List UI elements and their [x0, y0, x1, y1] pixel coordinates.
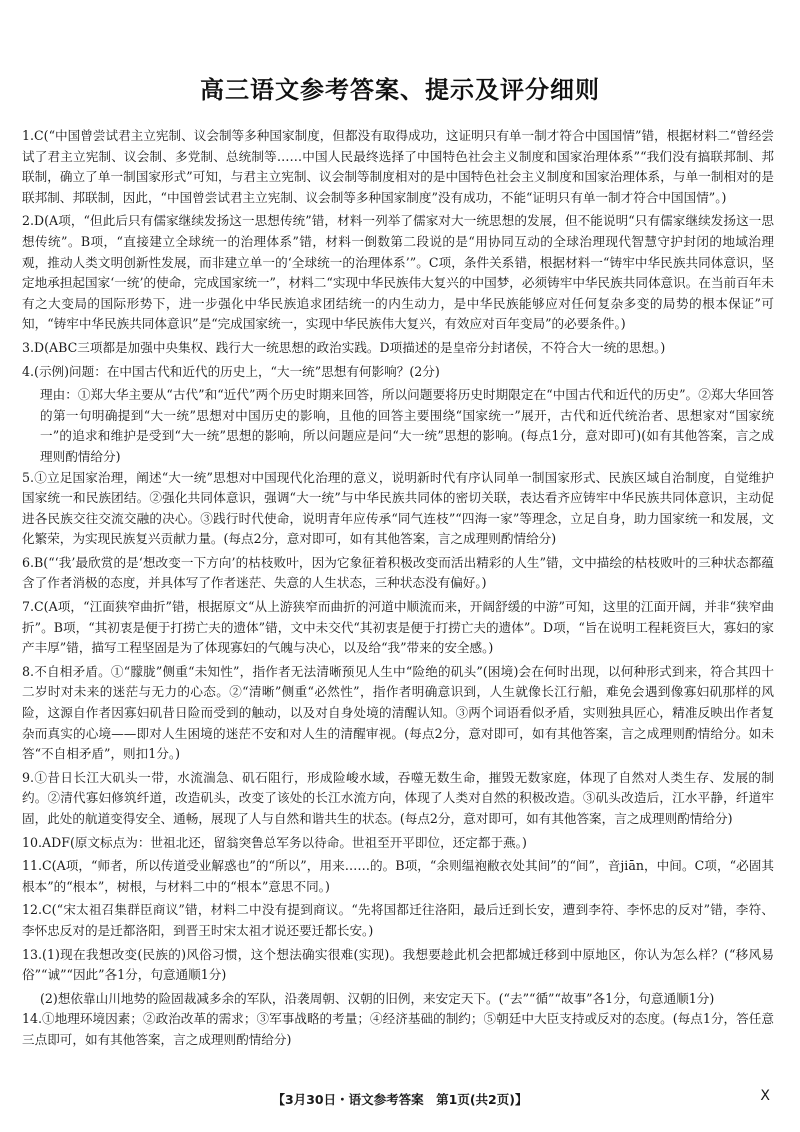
answer-number: 12.: [22, 902, 43, 918]
answer-text: (示例)问题：在中国古代和近代的历史上，“大一统”思想有何影响？(2分): [34, 363, 440, 379]
answer-text: (1)现在我想改变(民族的)风俗习惯，这个想法确实很难(实现)。我想要趁此机会把都城迁移到中原地区，你认为怎么样？(“移风易俗”“诚”“因此”各1分，句意通顺1分): [22, 946, 774, 983]
answer-number: 3.: [22, 339, 35, 355]
answer-item: [22, 768, 774, 830]
answer-item: [22, 833, 774, 854]
answer-text: ①昔日长江大矶头一带，水流湍急、矶石阻行，形成险峻水域，吞噬无数生命，摧毁无数家庭，体现了自然对人类生存、发展的制约。②清代寡妇修筑纤道，改造矶头，改变了该处的长江水流方向，体现了人类对自然的积极改造。③矶头改造后，江水平静，纤道牢固，此处的航道变得安全、通畅，展现了人与自然和谐共生的状态。(每点2分，意对即可，如有其他答案，言之成理则酌情给分): [22, 769, 774, 826]
page-footer: 【3月30日・语文参考答案 第1页(共2页)】: [272, 1092, 528, 1107]
answer-item: [22, 662, 774, 765]
answer-number: 2.: [22, 213, 35, 229]
answer-number: 7.: [22, 599, 35, 615]
answer-text: C(“中国曾尝试君主立宪制、议会制等多种国家制度，但都没有取得成功，这证明只有单一制才符合中国国情”错，根据材料二“曾经尝试了君主立宪制、议会制、多党制、总统制等……中国人民最终选择了中国特色社会主义制度和国家治理体系”“我们没有搞联邦制、邦联制，确立了单一制国家形式”可知，与君主立宪制、议会制等制度相对的是中国特色社会主义制度和国家治理体系，与单一制相对的是联邦制、邦联制，因此，“中国曾尝试君主立宪制、议会制等多种国家制度”没有成功，不能“证明只有单一制才符合中国国情”。): [22, 128, 774, 205]
answer-text: 不自相矛盾。①“朦胧”侧重“未知性”，指作者无法清晰预见人生中“险绝的矶头”(困境)会在何时出现，以何种形式到来，符合其四十二岁时对未来的迷茫与无力的心态。②“清晰”侧重“必然性”，指作者明确意识到，人生就像长江行船，难免会遇到像寡妇矶那样的风险，这源自作者因寡妇矶昔日险而受到的触动，以及对自身处境的清醒认知。③两个词语看似矛盾，实则独具匠心，精准反映出作者复杂而真实的心境——即对人生困境的迷茫不安和对人生的清醒审视。(每点2分，意对即可，如有其他答案，言之成理则酌情给分。如未答“不自相矛盾”，则扣1分。): [22, 663, 774, 762]
answer-text: D(ABC三项都是加强中央集权、践行大一统思想的政治实践。D项描述的是皇帝分封诸侯，不符合大一统的思想。): [34, 339, 666, 355]
page-title: 高三语文参考答案、提示及评分细则: [200, 76, 600, 104]
answer-item: [22, 211, 774, 335]
answer-number: 6.: [22, 554, 35, 570]
answer-item: [22, 126, 774, 208]
answer-text: D(A项，“但此后只有儒家继续发扬这一思想传统”错，材料一列举了儒家对大一统思想的发展，但不能说明“只有儒家继续发扬这一思想传统”。B项，“直接建立全球统一的治理体系”错，材料一倒数第二段说的是“用协同互动的全球治理现代智慧守护封闭的地域治理观，推动人类文明创新性发展，而非建立单一的‘全球统一的治理体系’”。C项，条件关系错，根据材料一“铸牢中华民族共同体意识，坚定地承担起国家‘一统’的使命，完成国家统一”，材料二“实现中华民族伟大复兴的中国梦，必须铸牢中华民族共同体意识。在当前百年未有之大变局的国际形势下，进一步强化中华民族追求团结统一的内生动力，是中华民族能够应对任何复杂多变的局势的根本保证”可知，“铸牢中华民族共同体意识”是“完成国家统一，实现中华民族伟大复兴，有效应对百年变局”的必要条件。): [22, 213, 774, 332]
answer-text: C(A项，“师者，所以传道受业解惑也”的“所以”，用来……的。B项，“余则缊袍敝衣处其间”的“间”，音jiān，中间。C项，“必固其根本”的“根本”，树根，与材料二中的“根本”意思不同。): [22, 858, 774, 894]
answer-item: [22, 597, 774, 659]
answer-text: C(A项，“江面狭窄曲折”错，根据原文“从上游狭窄而曲折的河道中顺流而来，开阔舒缓的中游”可知，这里的江面开阔，并非“狭窄曲折”。B项，“其初衷是便于打捞亡夫的遗体”错，文中未交代“其初衷是便于打捞亡夫的遗体”。D项，“旨在说明工程耗资巨大，寡妇的家产丰厚”错，描写工程坚固是为了体现寡妇的气魄与决心，以及给“我”带来的安全感。): [22, 599, 774, 656]
answer-list: [22, 126, 774, 1054]
answer-text: ①地理环境因素；②政治改革的需求；③军事战略的考量；④经济基础的制约；⑤朝廷中大臣支持或反对的态度。(每点1分，答任意三点即可，如有其他答案，言之成理则酌情给分): [22, 1011, 774, 1047]
answer-item: [22, 338, 774, 359]
answer-item: [22, 553, 774, 594]
answer-text: B(“‘我’最欣赏的是‘想改变一下方向’的枯枝败叶，因为它象征着积极改变而活出精彩的人生”错，文中描绘的枯枝败叶的三种状态都蕴含了作者消极的态度，并具体写了作者迷茫、失意的人生状态，三种状态没有偏好。): [22, 554, 774, 591]
answer-number: 5.: [22, 469, 35, 485]
answer-text: C(“宋太祖召集群臣商议”错，材料二中没有提到商议。“先将国都迁往洛阳，最后迁到长安，遭到李符、李怀忠的反对”错，李符、李怀忠反对的是迁都洛阳，到晋王时宋太祖才说还要迁都长安。): [22, 902, 774, 938]
answer-item: [22, 945, 774, 986]
answer-number: 13.: [22, 946, 43, 962]
answer-number: 14.: [22, 1011, 43, 1027]
answer-number: 10.: [22, 834, 43, 850]
answer-text: ADF(原文标点为：世祖北还，留翁突鲁总军务以待命。世祖至开平即位，还定都于燕。): [42, 834, 527, 850]
answer-subtext: 理由：①郑大华主要从“古代”和“近代”两个历史时期来回答，所以问题要将历史时期限定在“中国古代和近代的历史”。②郑大华回答的第一句明确提到“大一统”思想对中国历史的影响，且他的回答主要围绕“国家统一”展开，古代和近代统治者、思想家对“国家统一”的追求和维护是受到“大一统”思想的影响，所以问题应是问“大一统”思想的影响。(每点1分，意对即可)(如有其他答案，言之成理则酌情给分): [40, 387, 774, 464]
answer-item: [22, 900, 774, 941]
corner-mark: X: [760, 1088, 770, 1104]
answer-item: [22, 468, 774, 550]
answer-text: ①立足国家治理，阐述“大一统”思想对中国现代化治理的意义，说明新时代有序认同单一制国家形式、民族区域自治制度，自觉维护国家统一和民族团结。②强化共同体意识，强调“大一统”与中华民族共同体的密切关联，表达看齐应铸牢中华民族共同体意识，主动促进各民族交往交流交融的决心。③践行时代使命，说明青年应传承“同气连枝”“四海一家”等理念，立足自身，助力国家统一和发展，文化繁荣，为实现民族复兴贡献力量。(每点2分，意对即可，如有其他答案，言之成理则酌情给分): [22, 469, 774, 547]
answer-item: [22, 1009, 774, 1050]
answer-number: 8.: [22, 663, 35, 679]
answer-item: [22, 856, 774, 897]
answer-subtext: (2)想依靠山川地势的险固裁减多余的军队，沿袭周朝、汉朝的旧例，来安定天下。(“去”“循”“故事”各1分，句意通顺1分): [40, 990, 715, 1006]
answer-number: 11.: [22, 858, 43, 874]
answer-number: 4.: [22, 363, 35, 379]
answer-number: 9.: [22, 769, 35, 785]
answer-number: 1.: [22, 128, 35, 143]
answer-item: [22, 362, 774, 383]
